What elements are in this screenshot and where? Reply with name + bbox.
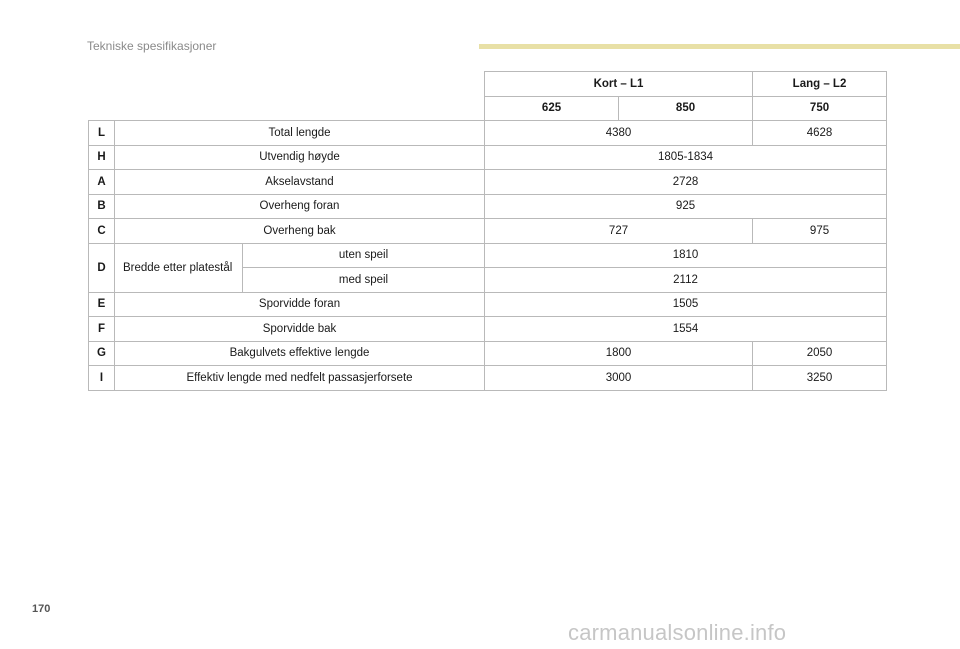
table-row bbox=[89, 121, 887, 146]
row-label: Sporvidde foran bbox=[115, 292, 485, 317]
section-title: Tekniske spesifikasjoner bbox=[87, 39, 217, 53]
row-code: F bbox=[89, 317, 115, 342]
row-value: 925 bbox=[485, 194, 887, 219]
row-value: 4380 bbox=[485, 121, 753, 146]
row-value: 1554 bbox=[485, 317, 887, 342]
row-label: Overheng foran bbox=[115, 194, 485, 219]
row-label: Utvendig høyde bbox=[115, 145, 485, 170]
row-label: Bakgulvets effektive lengde bbox=[115, 341, 485, 366]
row-label: Akselavstand bbox=[115, 170, 485, 195]
column-subheader: 625 bbox=[485, 96, 619, 121]
header-accent-bar bbox=[479, 44, 960, 49]
row-code: G bbox=[89, 341, 115, 366]
row-value: 4628 bbox=[753, 121, 887, 146]
row-label: Overheng bak bbox=[115, 219, 485, 244]
page-number: 170 bbox=[32, 603, 51, 615]
row-label: Effektiv lengde med nedfelt passasjerforsete bbox=[115, 366, 485, 391]
dimensions-table bbox=[88, 71, 887, 391]
row-code: B bbox=[89, 194, 115, 219]
row-code: A bbox=[89, 170, 115, 195]
row-value: 1805-1834 bbox=[485, 145, 887, 170]
column-header-long: Lang – L2 bbox=[753, 72, 887, 97]
row-code: E bbox=[89, 292, 115, 317]
table-row bbox=[89, 366, 887, 391]
table-row bbox=[89, 219, 887, 244]
row-value: 1800 bbox=[485, 341, 753, 366]
table-row bbox=[89, 292, 887, 317]
column-subheader: 750 bbox=[753, 96, 887, 121]
row-value: 2728 bbox=[485, 170, 887, 195]
row-code: I bbox=[89, 366, 115, 391]
row-label: Sporvidde bak bbox=[115, 317, 485, 342]
column-subheader: 850 bbox=[619, 96, 753, 121]
row-value: 2050 bbox=[753, 341, 887, 366]
row-code: H bbox=[89, 145, 115, 170]
table-row bbox=[89, 194, 887, 219]
table-row bbox=[89, 317, 887, 342]
row-label: Bredde etter platestål bbox=[115, 243, 243, 292]
row-sublabel: uten speil bbox=[243, 243, 485, 268]
row-value: 3000 bbox=[485, 366, 753, 391]
row-value: 3250 bbox=[753, 366, 887, 391]
watermark: carmanualsonline.info bbox=[568, 620, 787, 645]
row-code: C bbox=[89, 219, 115, 244]
table-row bbox=[89, 341, 887, 366]
row-code: L bbox=[89, 121, 115, 146]
row-code: D bbox=[89, 243, 115, 292]
table-row bbox=[89, 145, 887, 170]
table-row bbox=[89, 170, 887, 195]
row-value: 1505 bbox=[485, 292, 887, 317]
table-row bbox=[89, 243, 887, 268]
row-label: Total lengde bbox=[115, 121, 485, 146]
row-value: 1810 bbox=[485, 243, 887, 268]
row-value: 2112 bbox=[485, 268, 887, 293]
table-header-row-group bbox=[89, 72, 887, 97]
row-sublabel: med speil bbox=[243, 268, 485, 293]
row-value: 727 bbox=[485, 219, 753, 244]
row-value: 975 bbox=[753, 219, 887, 244]
table-header-row-sub bbox=[89, 96, 887, 121]
column-header-short: Kort – L1 bbox=[485, 72, 753, 97]
